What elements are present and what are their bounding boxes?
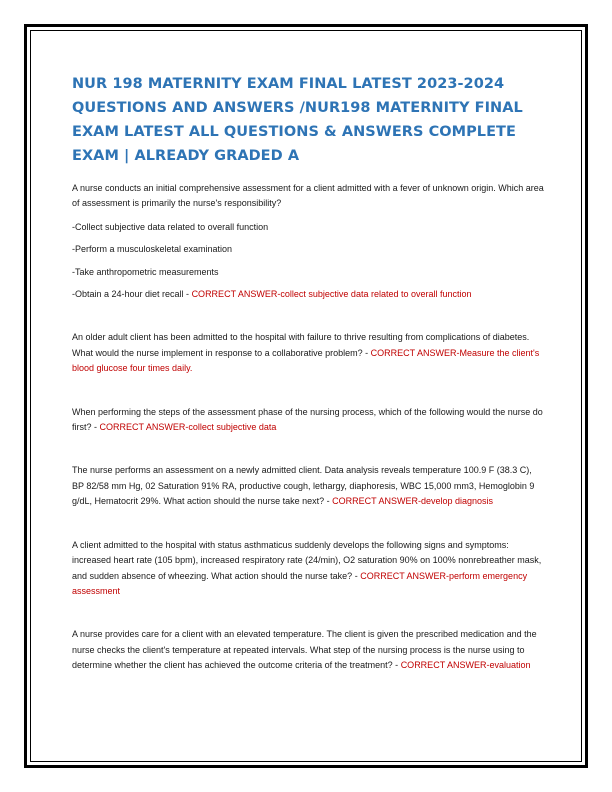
title-line: EXAM LATEST ALL QUESTIONS & ANSWERS COMPLETE bbox=[72, 124, 516, 140]
correct-answer: CORRECT ANSWER-collect subjective data related to overall function bbox=[191, 289, 472, 300]
question-block-6 bbox=[72, 627, 544, 673]
title-line: QUESTIONS AND ANSWERS /NUR198 MATERNITY FINAL bbox=[72, 100, 523, 116]
answer-option: -Perform a musculoskeletal examination bbox=[72, 244, 233, 255]
correct-answer: CORRECT ANSWER-develop diagnosis bbox=[332, 496, 494, 507]
correct-answer: CORRECT ANSWER-evaluation bbox=[400, 660, 531, 671]
question-block-4 bbox=[72, 463, 544, 509]
question-text: A nurse provides care for a client with an elevated temperature. The client is given the prescribed medication and the nurse checks the client's temperature at repeated intervals. What step of the nursing process is the nurse using to determine whether the client has achieved the outcome criteria of the treatment? - bbox=[72, 629, 537, 671]
question-paragraph bbox=[72, 627, 544, 673]
question-block-3 bbox=[72, 405, 544, 436]
question-text: A nurse conducts an initial comprehensive assessment for a client admitted with a fever of unknown origin. Which area of assessment is primarily the nurse's responsibility? bbox=[72, 183, 544, 209]
question-text: The nurse performs an assessment on a newly admitted client. Data analysis reveals temperature 100.9 F (38.3 C), BP 82/58 mm Hg, 02 Saturation 91% RA, productive cough, lethargy, diaphoresis, WBC 15,000 mm3, Hemoglobin 9 g/dL, Hematocrit 29%. What action should the nurse take next? - bbox=[72, 465, 535, 507]
correct-answer: CORRECT ANSWER-Measure the client's blood glucose four times daily. bbox=[72, 347, 540, 374]
question-text: An older adult client has been admitted to the hospital with failure to thrive resulting from complications of diabetes. What would the nurse implement in response to a collaborative problem? - bbox=[72, 332, 530, 358]
question-block-1 bbox=[72, 181, 544, 302]
question-block-5 bbox=[72, 538, 544, 600]
answer-option: -Obtain a 24-hour diet recall - bbox=[72, 289, 192, 300]
document-title bbox=[72, 72, 544, 168]
answer-option: -Take anthropometric measurements bbox=[72, 266, 219, 277]
question-text: A client admitted to the hospital with status asthmaticus suddenly develops the following signs and symptoms: increased heart rate (105 bpm), increased respiratory rate (24/min), O2 saturation 90% on 100% nonrebreather mask, and sudden absence of wheezing. What action should the nurse take? - bbox=[72, 539, 542, 581]
correct-answer: CORRECT ANSWER-perform emergency assessment bbox=[72, 570, 528, 596]
question-block-2 bbox=[72, 330, 544, 376]
answer-option-with-answer bbox=[72, 287, 544, 302]
question-paragraph bbox=[72, 330, 544, 376]
question-paragraph bbox=[72, 463, 544, 509]
title-line: EXAM | ALREADY GRADED A bbox=[72, 148, 300, 164]
document-content bbox=[72, 72, 544, 674]
correct-answer: CORRECT ANSWER-collect subjective data bbox=[99, 422, 277, 433]
question-paragraph bbox=[72, 405, 544, 436]
answer-option: -Collect subjective data related to overall function bbox=[72, 221, 269, 232]
question-text: When performing the steps of the assessment phase of the nursing process, which of the following would the nurse do first? - bbox=[72, 406, 543, 433]
title-line: NUR 198 MATERNITY EXAM FINAL LATEST 2023-2024 bbox=[72, 76, 505, 92]
question-paragraph bbox=[72, 538, 544, 600]
